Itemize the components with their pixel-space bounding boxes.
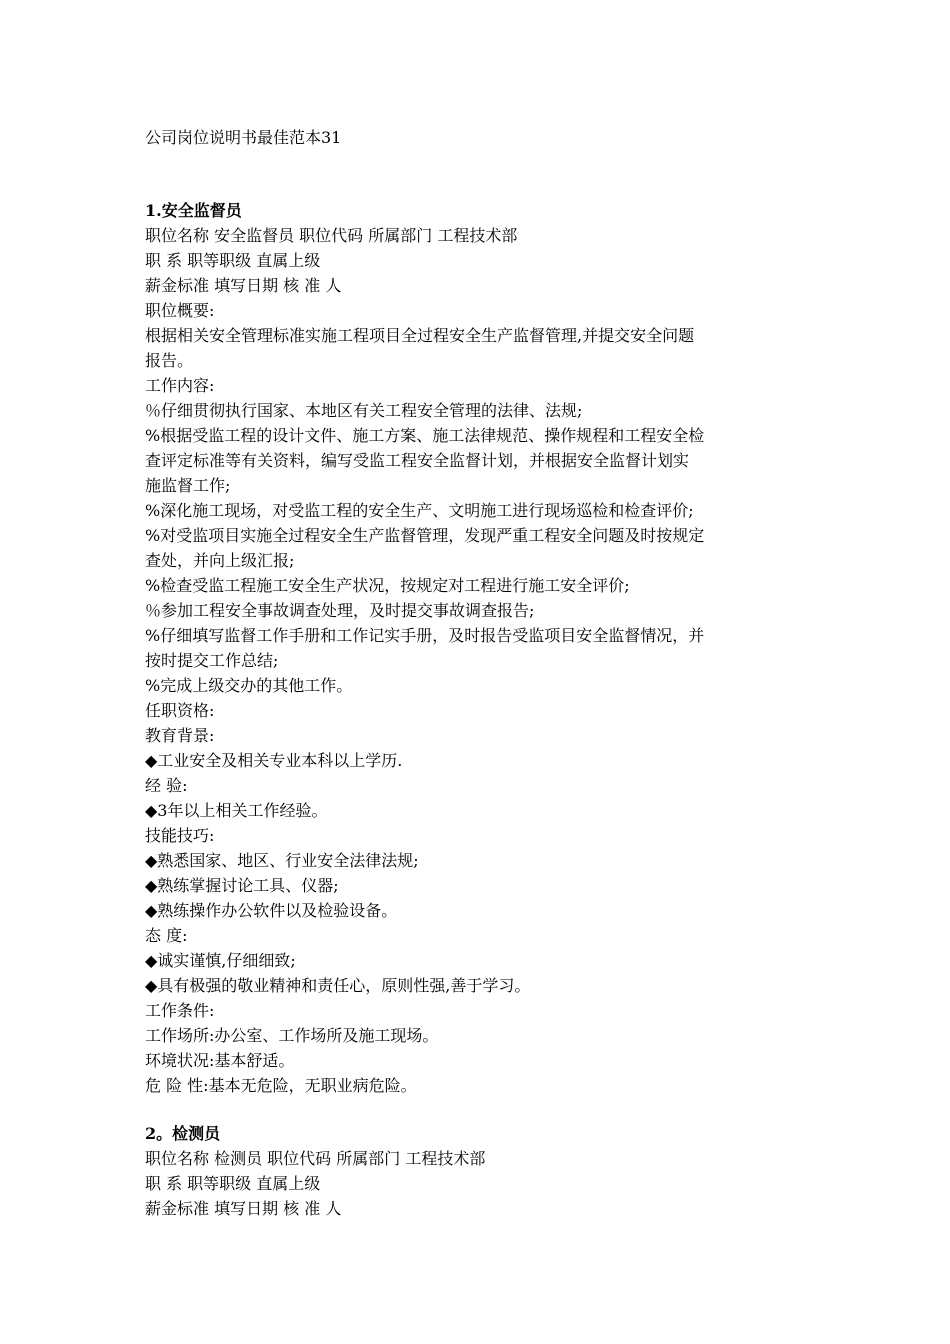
section-body xyxy=(145,223,825,1098)
text-line: 态 度: xyxy=(145,926,188,945)
text-line: ◆熟悉国家、地区、行业安全法律法规; xyxy=(145,851,419,870)
text-line: 查处，并向上级汇报; xyxy=(145,551,295,570)
text-line: 工作条件: xyxy=(145,1001,215,1020)
text-line: 施监督工作; xyxy=(145,476,231,495)
text-line: 根据相关安全管理标准实施工程项目全过程安全生产监督管理,并提交安全问题 xyxy=(145,326,695,345)
text-line: 环境状况:基本舒适。 xyxy=(145,1051,295,1070)
text-line: 职 系 职等职级 直属上级 xyxy=(145,251,321,270)
text-line: 职位概要: xyxy=(145,301,215,320)
text-line: ％仔细贯彻执行国家、本地区有关工程安全管理的法律、法规; xyxy=(145,401,583,420)
text-line: 工作场所:办公室、工作场所及施工现场。 xyxy=(145,1026,439,1045)
text-line: ％参加工程安全事故调查处理，及时提交事故调查报告; xyxy=(145,601,535,620)
text-line: 工作内容: xyxy=(145,376,215,395)
text-line: %对受监项目实施全过程安全生产监督管理，发现严重工程安全问题及时按规定 xyxy=(145,526,705,545)
section-heading: 2。检测员 xyxy=(145,1124,221,1143)
section-inspector xyxy=(145,1121,825,1221)
text-line: 薪金标准 填写日期 核 准 人 xyxy=(145,1199,342,1218)
text-line: %完成上级交办的其他工作。 xyxy=(145,676,353,695)
text-line: %仔细填写监督工作手册和工作记实手册，及时报告受监项目安全监督情况，并 xyxy=(145,626,705,645)
text-line: 职位名称 安全监督员 职位代码 所属部门 工程技术部 xyxy=(145,226,518,245)
text-line: 薪金标准 填写日期 核 准 人 xyxy=(145,276,342,295)
text-line: 任职资格: xyxy=(145,701,215,720)
text-line: %根据受监工程的设计文件、施工方案、施工法律规范、操作规程和工程安全检 xyxy=(145,426,705,445)
text-line: 按时提交工作总结; xyxy=(145,651,279,670)
text-line: %检查受监工程施工安全生产状况，按规定对工程进行施工安全评价; xyxy=(145,576,630,595)
text-line: ◆工业安全及相关专业本科以上学历. xyxy=(145,751,403,770)
text-line: 经 验: xyxy=(145,776,188,795)
text-line: 职 系 职等职级 直属上级 xyxy=(145,1174,321,1193)
text-line: 报告。 xyxy=(145,351,194,370)
text-line: 技能技巧: xyxy=(145,826,215,845)
text-line: ◆熟练操作办公软件以及检验设备。 xyxy=(145,901,398,920)
text-line: 职位名称 检测员 职位代码 所属部门 工程技术部 xyxy=(145,1149,486,1168)
text-line: ◆诚实谨慎,仔细细致; xyxy=(145,951,296,970)
section-heading: 1.安全监督员 xyxy=(145,201,242,220)
document-title: 公司岗位说明书最佳范本31 xyxy=(145,128,342,147)
section-safety-supervisor xyxy=(145,198,825,1098)
text-line: ◆3年以上相关工作经验。 xyxy=(145,801,328,820)
text-line: 教育背景: xyxy=(145,726,215,745)
text-line: 查评定标准等有关资料，编写受监工程安全监督计划，并根据安全监督计划实 xyxy=(145,451,690,470)
text-line: ◆熟练掌握讨论工具、仪器; xyxy=(145,876,339,895)
text-line: ◆具有极强的敬业精神和责任心，原则性强,善于学习。 xyxy=(145,976,531,995)
text-line: %深化施工现场，对受监工程的安全生产、文明施工进行现场巡检和检查评价; xyxy=(145,501,694,520)
section-body xyxy=(145,1146,825,1221)
text-line: 危 险 性:基本无危险，无职业病危险。 xyxy=(145,1076,417,1095)
